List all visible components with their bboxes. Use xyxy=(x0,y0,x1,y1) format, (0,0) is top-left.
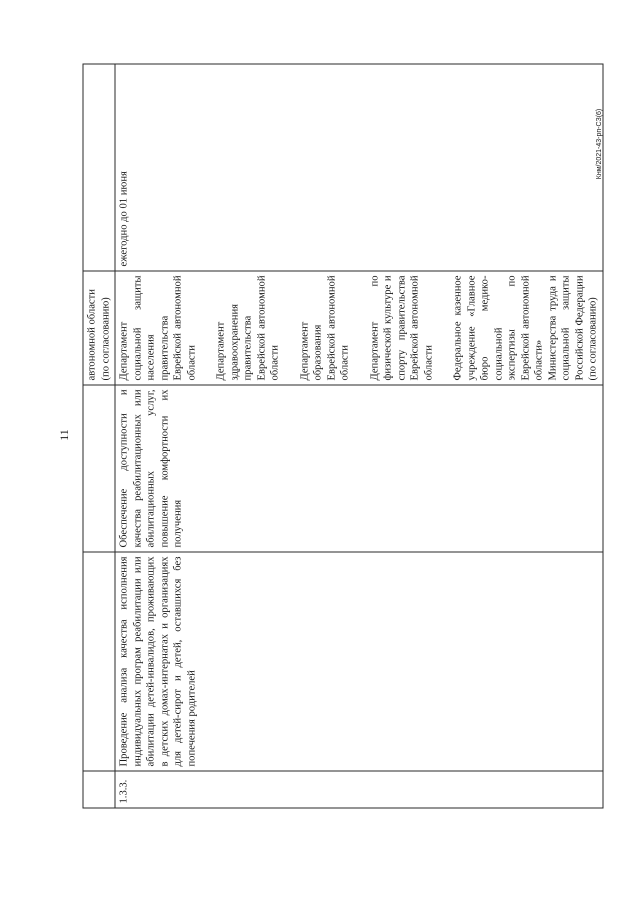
table-row xyxy=(115,64,603,808)
continuation-line-1: автономной области xyxy=(86,289,97,381)
continuation-deadline-cell xyxy=(83,64,115,271)
executor-item: Федеральное казенное учреждение «Главное бюро медико-социальной экспертизы по Еврейской автономной области» Министерства труда и социальной защиты Российской Федерации (по согласованию) xyxy=(452,275,598,381)
page-number: 11 xyxy=(57,429,71,441)
item-number-cell: 1.3.3. xyxy=(115,771,603,808)
result-cell: Обеспечение доступности и качества реабилитационных или абилитационных услуг, повышение комфортности их получения xyxy=(115,385,603,552)
plan-table xyxy=(82,64,603,809)
continuation-row xyxy=(83,64,115,808)
continuation-result-cell xyxy=(83,385,115,552)
executor-item: Департамент здравоохранения правительства Еврейской автономной области xyxy=(215,275,280,381)
executor-item: Департамент по физической культуре и спорту правительства Еврейской автономной области xyxy=(368,275,434,381)
deadline-cell: ежегодно до 01 июня xyxy=(115,64,603,271)
continuation-num-cell xyxy=(83,771,115,808)
rotated-table-container xyxy=(82,65,598,809)
executors-cell xyxy=(115,271,603,385)
continuation-activity-cell xyxy=(83,552,115,771)
activity-cell: Проведение анализа качества исполнения индивидуальных програм реабилитации или абилитации детей-инвалидов, проживающих в детских домах-интернатах и организациях для детей-сирот и детей, оставшихся без попечения родителей xyxy=(115,552,603,771)
continuation-executor-cell xyxy=(83,271,115,385)
executor-item: Департамент образования Еврейской автономной области xyxy=(298,275,350,381)
document-code: Кнм/2021-43-рп-СЗ(6) xyxy=(596,108,603,180)
executor-item: Департамент социальной защиты населения правительства Еврейской автономной области xyxy=(118,275,197,381)
continuation-line-2: (по согласованию) xyxy=(99,297,111,381)
